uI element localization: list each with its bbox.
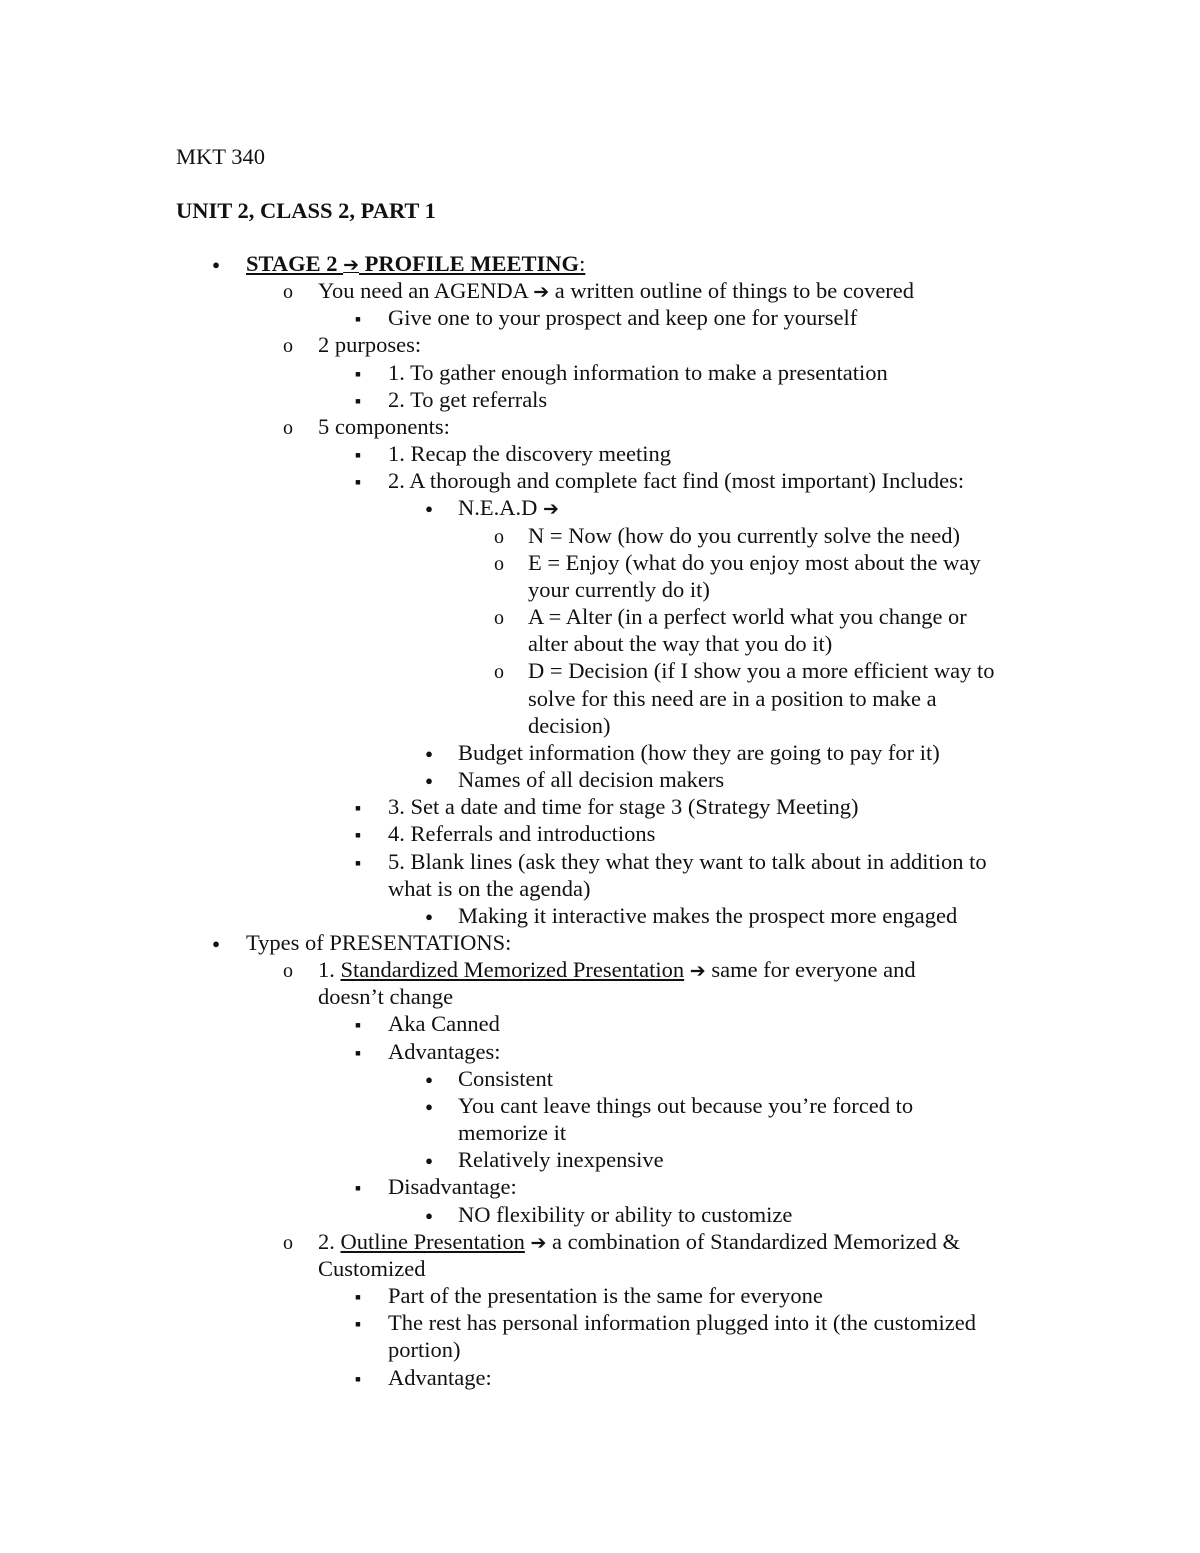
bullet-circle-icon <box>488 657 510 684</box>
list-item-text <box>528 630 832 657</box>
text-run: A = Alter (in a perfect world what you change or <box>528 604 967 630</box>
list-item <box>0 739 1200 766</box>
text-run: Consistent <box>458 1065 554 1091</box>
list-item-text <box>528 522 960 549</box>
bullet-square-icon <box>347 1309 369 1336</box>
bullet-square-icon <box>347 359 369 386</box>
bullet-square-icon <box>347 848 369 875</box>
list-item-text <box>458 1119 566 1146</box>
list-item-continuation <box>0 630 1200 657</box>
list-item-text <box>388 848 987 875</box>
text-run: solve for this need are in a position to make a <box>528 685 937 711</box>
bullet-disc-icon <box>205 250 227 277</box>
list-item-text <box>388 1282 823 1309</box>
text-run: You need an AGENDA <box>318 278 534 304</box>
list-item-text <box>528 576 710 603</box>
list-item <box>0 1065 1200 1092</box>
text-run: alter about the way that you do it) <box>528 631 833 657</box>
list-item-text <box>388 820 655 847</box>
text-run: Names of all decision makers <box>458 767 725 793</box>
list-item-continuation <box>0 1336 1200 1363</box>
bullet-disc-icon <box>418 902 440 929</box>
course-code-text: MKT 340 <box>176 144 265 169</box>
bullet-circle-icon <box>488 522 510 549</box>
text-run: Advantage: <box>388 1364 492 1390</box>
bullet-disc-icon <box>418 1146 440 1173</box>
list-item <box>0 304 1200 331</box>
text-run: N.E.A.D <box>458 495 543 521</box>
text-run: a combination of Standardized Memorized & <box>546 1228 961 1254</box>
document-heading-text: UNIT 2, CLASS 2, PART 1 <box>176 198 436 223</box>
list-item-text <box>388 1038 500 1065</box>
text-run: Aka Canned <box>388 1011 500 1037</box>
list-item <box>0 1038 1200 1065</box>
text-run: 1. To gather enough information to make a presentation <box>388 359 888 385</box>
list-item-text <box>246 250 585 279</box>
list-item-text <box>388 359 888 386</box>
bullet-circle-icon <box>488 603 510 630</box>
right-arrow-icon: ➔ <box>543 498 559 521</box>
bullet-square-icon <box>347 304 369 331</box>
bullet-square-icon <box>347 386 369 413</box>
list-item-text <box>458 766 724 793</box>
list-item-continuation <box>0 875 1200 902</box>
bullet-square-icon <box>347 793 369 820</box>
bullet-disc-icon <box>205 929 227 956</box>
bullet-circle-icon <box>277 1228 299 1255</box>
text-run: a written outline of things to be covered <box>549 278 915 304</box>
text-run: what is on the agenda) <box>388 875 591 901</box>
list-item-text <box>388 304 857 331</box>
list-item <box>0 1228 1200 1255</box>
text-run: 2 purposes: <box>318 332 422 358</box>
list-item-continuation <box>0 685 1200 712</box>
list-item <box>0 657 1200 684</box>
text-run: doesn’t change <box>318 984 454 1010</box>
list-item-text <box>528 657 995 684</box>
list-item <box>0 1201 1200 1228</box>
bullet-disc-icon <box>418 739 440 766</box>
text-run: 3. Set a date and time for stage 3 (Strategy Meeting) <box>388 794 859 820</box>
text-run: 5. Blank lines (ask they what they want to talk about in addition to <box>388 848 987 874</box>
list-item <box>0 820 1200 847</box>
list-item-text <box>318 956 916 985</box>
bullet-disc-icon <box>418 1065 440 1092</box>
right-arrow-icon: ➔ <box>533 281 550 304</box>
list-item-text <box>458 1092 913 1119</box>
text-run: 2. To get referrals <box>388 386 548 412</box>
list-item <box>0 1146 1200 1173</box>
text-run: portion) <box>388 1337 461 1363</box>
text-run: Give one to your prospect and keep one for yourself <box>388 305 858 331</box>
bullet-square-icon <box>347 467 369 494</box>
text-run: same for everyone and <box>705 957 916 983</box>
text-run: Relatively inexpensive <box>458 1147 664 1173</box>
list-item <box>0 1092 1200 1119</box>
list-item <box>0 494 1200 521</box>
list-item <box>0 603 1200 630</box>
list-item <box>0 1364 1200 1391</box>
text-run: PROFILE MEETING <box>359 251 580 276</box>
text-run: Making it interactive makes the prospect more engaged <box>458 902 958 928</box>
text-run: : <box>579 251 586 276</box>
list-item <box>0 331 1200 358</box>
text-run: STAGE 2 <box>246 251 344 276</box>
list-item <box>0 929 1200 956</box>
list-item-text <box>318 277 914 306</box>
list-item-text <box>318 1228 960 1257</box>
list-item <box>0 386 1200 413</box>
text-run: Standardized Memorized Presentation <box>340 957 685 983</box>
bullet-square-icon <box>347 1038 369 1065</box>
list-item-text <box>388 1173 517 1200</box>
text-run: your currently do it) <box>528 576 710 602</box>
list-item-text <box>528 549 981 576</box>
list-item-continuation <box>0 576 1200 603</box>
list-item-text <box>388 467 964 494</box>
list-item-text <box>388 440 671 467</box>
list-item-text <box>318 331 421 358</box>
text-run: decision) <box>528 712 611 738</box>
right-arrow-icon: ➔ <box>530 1231 547 1254</box>
bullet-square-icon <box>347 1010 369 1037</box>
bullet-square-icon <box>347 1173 369 1200</box>
list-item-text <box>528 685 937 712</box>
text-run: Types of PRESENTATIONS: <box>246 930 512 955</box>
text-run: Disadvantage: <box>388 1174 517 1200</box>
course-code <box>0 143 1200 170</box>
list-item-text <box>458 494 559 523</box>
list-item-text <box>528 603 967 630</box>
list-item-text <box>388 1336 461 1363</box>
text-run: Budget information (how they are going to pay for it) <box>458 739 940 765</box>
list-item <box>0 848 1200 875</box>
list-item-text <box>318 413 450 440</box>
list-item-text <box>388 875 590 902</box>
document-heading <box>0 197 1200 224</box>
text-run: Advantages: <box>388 1038 501 1064</box>
text-run: N = Now (how do you currently solve the need) <box>528 522 960 548</box>
list-item <box>0 522 1200 549</box>
list-item-text <box>246 929 511 956</box>
list-item-text <box>388 793 858 820</box>
text-run: E = Enjoy (what do you enjoy most about the way <box>528 549 981 575</box>
text-run: D = Decision (if I show you a more efficient way to <box>528 658 995 684</box>
bullet-disc-icon <box>418 494 440 521</box>
list-item-text <box>458 1065 553 1092</box>
text-run: Outline Presentation <box>340 1228 525 1254</box>
list-item-text <box>458 1201 792 1228</box>
text-run: NO flexibility or ability to customize <box>458 1201 793 1227</box>
list-item <box>0 1282 1200 1309</box>
text-run: 2. A thorough and complete fact find (most important) Includes: <box>388 468 965 494</box>
bullet-circle-icon <box>277 413 299 440</box>
text-run: 1. Recap the discovery meeting <box>388 441 672 467</box>
list-item-text <box>458 902 957 929</box>
list-item-text <box>528 712 610 739</box>
text-run: 2. <box>318 1228 341 1254</box>
bullet-circle-icon <box>277 956 299 983</box>
text-run: 1. <box>318 957 341 983</box>
list-item <box>0 1010 1200 1037</box>
list-item-text <box>458 1146 664 1173</box>
bullet-disc-icon <box>418 766 440 793</box>
bullet-square-icon <box>347 1282 369 1309</box>
bullet-circle-icon <box>277 331 299 358</box>
list-item <box>0 440 1200 467</box>
list-item-text <box>388 386 547 413</box>
text-run: Customized <box>318 1255 426 1281</box>
list-item-text <box>458 739 940 766</box>
list-item <box>0 250 1200 277</box>
bullet-circle-icon <box>277 277 299 304</box>
bullet-disc-icon <box>418 1201 440 1228</box>
text-run: 5 components: <box>318 413 450 439</box>
right-arrow-icon: ➔ <box>689 960 706 983</box>
list-item <box>0 359 1200 386</box>
list-item <box>0 413 1200 440</box>
list-item <box>0 1309 1200 1336</box>
text-run: The rest has personal information plugged into it (the customized <box>388 1310 976 1336</box>
list-item <box>0 1173 1200 1200</box>
list-item-text <box>318 983 453 1010</box>
list-item <box>0 467 1200 494</box>
bullet-square-icon <box>347 1364 369 1391</box>
list-item-text <box>388 1309 976 1336</box>
text-run: 4. Referrals and introductions <box>388 821 656 847</box>
list-item <box>0 793 1200 820</box>
text-run: memorize it <box>458 1120 567 1146</box>
bullet-circle-icon <box>488 549 510 576</box>
bullet-square-icon <box>347 820 369 847</box>
list-item-continuation <box>0 983 1200 1010</box>
list-item <box>0 549 1200 576</box>
bullet-square-icon <box>347 440 369 467</box>
list-item-text <box>388 1010 500 1037</box>
list-item <box>0 766 1200 793</box>
list-item-continuation <box>0 712 1200 739</box>
list-item-continuation <box>0 1255 1200 1282</box>
list-item-text <box>388 1364 492 1391</box>
right-arrow-icon: ➔ <box>343 254 360 276</box>
list-item <box>0 902 1200 929</box>
text-run: You cant leave things out because you’re forced to <box>458 1092 914 1118</box>
list-item <box>0 277 1200 304</box>
list-item-continuation <box>0 1119 1200 1146</box>
list-item <box>0 956 1200 983</box>
text-run: Part of the presentation is the same for everyone <box>388 1283 823 1309</box>
list-item-text <box>318 1255 426 1282</box>
bullet-disc-icon <box>418 1092 440 1119</box>
